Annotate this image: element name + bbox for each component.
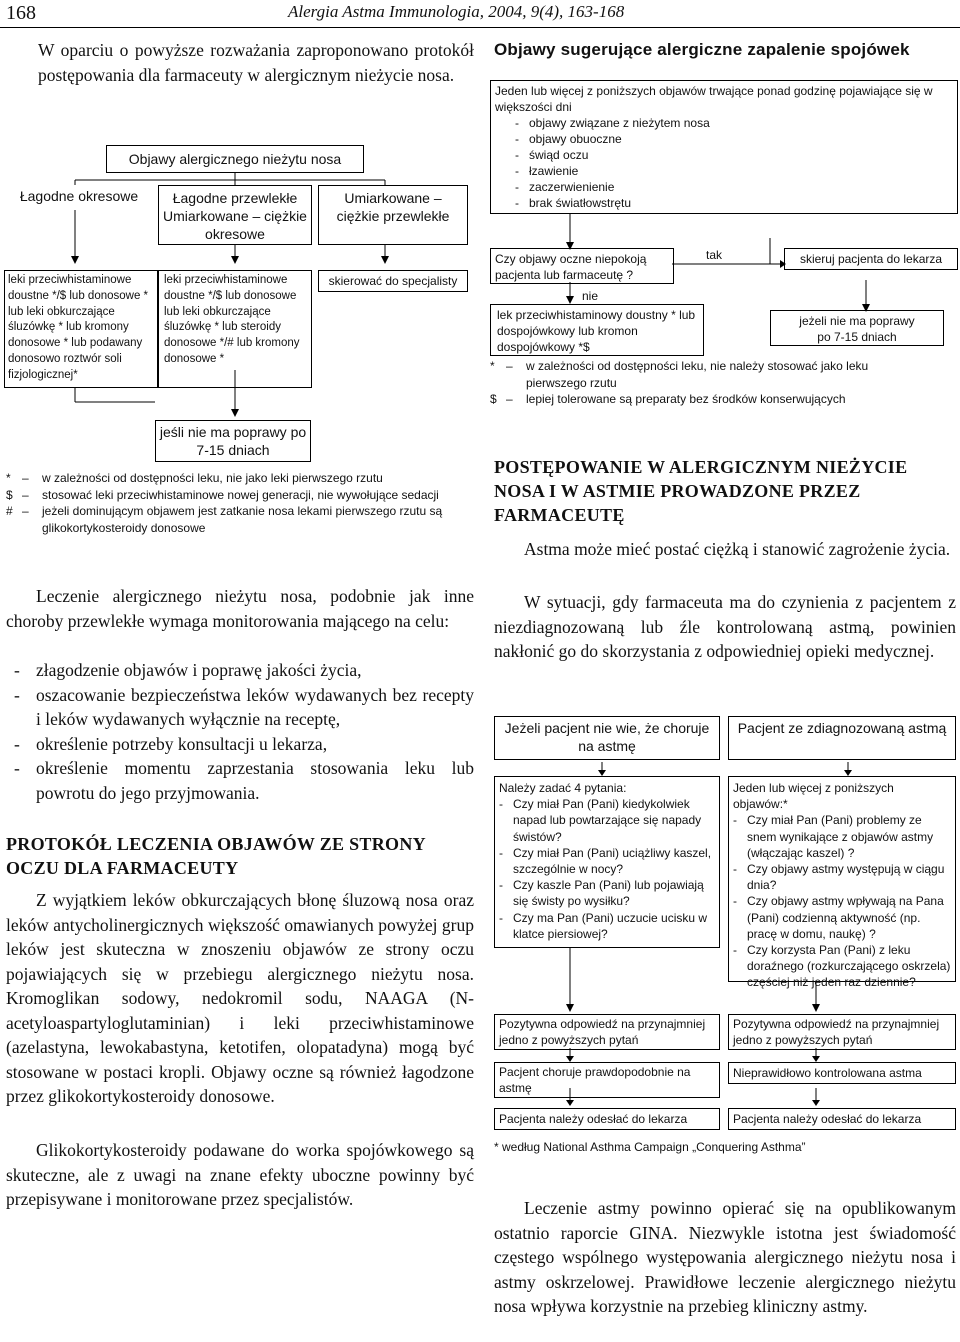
asthma-paragraph-3: Leczenie astmy powinno opierać się na opublikowanym ostatnio raporcie GINA. Niezwykle istotna jest świadomość częstego wspólnego występowania alergicznego nieżytu nosa i astmy oskrzelowej. Prawidłowe leczenie alergicznego nieżytu nosa wpływa korzystnie na przebieg kliniczny astmy. <box>494 1198 956 1316</box>
list-item: - Czy miał Pan (Pani) problemy ze snem wynikające z objawów astmy (włączając kaszel) ? <box>733 813 934 860</box>
questions-intro: Jeden lub więcej z poniższych objawów:* <box>733 781 894 812</box>
undiagnosed-positive-box: Pozytywna odpowiedź na przynajmniej jedno z powyższych pytań <box>494 1014 720 1050</box>
footnote-symbol: * <box>6 471 11 485</box>
flow-treatment-3: skierować do specjalisty <box>318 270 468 292</box>
flow-treatment-2: leki przeciwhistaminowe doustne */$ lub donosowe lub leki obkurczające śluzówkę * lub steroidy donosowe */# lub kromony donosowe * <box>158 270 312 388</box>
flow-cat-severe-box: Umiarkowane – ciężkie przewlekłe <box>318 185 468 245</box>
list-item: - brak światłowstrętu <box>515 196 632 210</box>
footnote-text: stosować leki przeciwhistaminowe nowej generacji, nie wywołujące sedacji <box>42 487 439 502</box>
section-heading-asthma: POSTĘPOWANIE W ALERGICZNYM NIEŻYCIE NOSA I W ASTMIE PROWADZONE PRZEZ FARMACEUTĘ <box>494 457 908 525</box>
diagnosed-questions-box <box>728 776 956 990</box>
undiagnosed-questions-box <box>494 776 720 948</box>
eye-no-improvement-box: jeżeli nie ma poprawy po 7-15 dniach <box>770 310 944 346</box>
header-rule <box>0 27 960 28</box>
footnote-symbol: $ <box>6 487 13 502</box>
footnote-symbol: $ <box>490 392 497 406</box>
list-item: - Czy objawy astmy wpływają na Pana (Pani) codzienną aktywność (np. pracę w domu, naukę) ? <box>733 894 944 941</box>
no-label: nie <box>582 289 599 303</box>
footnote-symbol: # <box>6 504 13 518</box>
list-item: - zaczerwienienie <box>515 180 615 194</box>
eye-treatment-box: lek przeciwhistaminowy doustny * lub dospojówkowy lub kromon dospojówkowy *$ <box>490 304 704 356</box>
footnote-text: w zależności od dostępności leku, nie należy stosować jako leku pierwszego rzutu <box>526 359 869 390</box>
list-item: - objawy obuoczne <box>515 132 622 146</box>
eye-protocol-paragraph: Z wyjątkiem leków obkurczających błonę śluzową nosa oraz leków antycholinergicznych większość omawianych powyżej grup leków jest skuteczna w znoszeniu objawów ze strony oczu pojawiających się w przebiegu alergicznego nieżytu nosa. Kromoglikan sodowy, nedokromil sodu, NAAGA (N-acetyloaspartyloglutaminian) i leki przeciwhistaminowe (azelastyna, lewokabastyna, ketotifen, olopatadyna) mogą być stosowane w postaci kropli. Objawy oczne są również łagodzone przez glikokortykosteroidy donosowe. <box>6 890 474 1106</box>
list-item: - Czy objawy astmy występują w ciągu dnia? <box>733 862 945 893</box>
list-item: - łzawienie <box>515 164 579 178</box>
page-number: 168 <box>6 2 36 24</box>
treatment-list <box>6 658 474 805</box>
undiagnosed-result-box: Pacjent choruje prawdopodobnie na astmę <box>494 1062 720 1098</box>
asthma-paragraph-1: Astma może mieć postać ciężką i stanowić zagrożenie życia. <box>524 539 951 559</box>
asthma-paragraph-2: W sytuacji, gdy farmaceuta ma do czynienia z pacjentem z niezdiagnozowaną lub źle kontrolowaną astmą, powinien nakłonić go do skorzystania z odpowiedniej opieki medycznej. <box>494 592 956 661</box>
footnote-text: jeżeli dominującym objawem jest zatkanie nosa lekami pierwszego rzutu są glikokortykosteroidy donosowe <box>42 504 443 535</box>
diagnosed-header-box: Pacjent ze zdiagnozowaną astmą <box>728 716 956 760</box>
flow-top-box: Objawy alergicznego nieżytu nosa <box>106 145 364 173</box>
footnote-text: lepiej tolerowane są preparaty bez środków konserwujących <box>526 392 846 406</box>
list-item: - Czy korzysta Pan (Pani) z leku doraźnego (rozkurczającego oskrzela) częściej niż jeden raz dziennie? <box>733 943 951 990</box>
flow-treatment-1: leki przeciwhistaminowe doustne */$ lub donosowe * lub leki obkurczające śluzówkę * lub kromony donosowe * lub podawany donosowo roztwór soli fizjologicznej* <box>4 270 158 388</box>
footnote-row: * – w zależności od dostępności leku, nie jako leki pierwszego rzutu <box>6 471 383 485</box>
list-item: - Czy ma Pan (Pani) uczucie ucisku w klatce piersiowej? <box>499 910 708 941</box>
eye-algorithm-title: Objawy sugerujące alergiczne zapalenie spojówek <box>494 40 910 59</box>
list-item: - Czy kaszle Pan (Pani) lub pojawiają się świsty po wysiłku? <box>499 878 704 909</box>
list-item: - oszacowanie bezpieczeństwa leków wydawanych bez recepty i leków wydawanych wyłącznie na receptę, <box>14 684 474 729</box>
list-item: - objawy związane z nieżytem nosa <box>515 116 710 130</box>
intro-paragraph: W oparciu o powyższe rozważania zaproponowano protokół postępowania dla farmaceuty w alergicznym nieżycie nosa. <box>38 40 474 85</box>
corticosteroid-paragraph: Glikokortykosteroidy podawane do worka spojówkowego są skuteczne, ale z uwagi na znane efekty uboczne powinny być przepisywane i monitorowane przez specjalistów. <box>6 1140 474 1209</box>
eye-question-box: Czy objawy oczne niepokoją pacjenta lub farmaceutę ? <box>490 248 674 284</box>
footnote-row: * – w zależności od dostępności leku, nie należy stosować jako leku pierwszego rzutu <box>490 358 958 391</box>
journal-running-title: Alergia Astma Immunologia, 2004, 9(4), 163-168 <box>288 2 625 21</box>
footnote-row: # – jeżeli dominującym objawem jest zatkanie nosa lekami pierwszego rzutu są glikokortykosteroidy donosowe <box>6 503 476 536</box>
questions-intro: Należy zadać 4 pytania: <box>499 781 627 795</box>
list-item: - określenie momentu zaprzestania stosowania leku lub powrotu do jego przyjmowania. <box>14 758 474 803</box>
flow-cat-mild-intermittent: Łagodne okresowe <box>19 188 139 204</box>
rhinitis-footnotes <box>6 470 476 536</box>
refer-doctor-box: skieruj pacjenta do lekarza <box>784 248 958 270</box>
diagnosed-positive-box: Pozytywna odpowiedź na przynajmniej jedno z powyższych pytań <box>728 1014 956 1050</box>
yes-label: tak <box>706 248 723 262</box>
list-item: - złagodzenie objawów i poprawę jakości życia, <box>14 660 362 680</box>
eye-footnotes <box>490 358 958 408</box>
section-heading-eye-protocol: PROTOKÓŁ LECZENIA OBJAWÓW ZE STRONY OCZU DLA FARMACEUTY <box>6 834 426 878</box>
list-item: - Czy miał Pan (Pani) uciążliwy kaszel, szczególnie w nocy? <box>499 845 712 877</box>
asthma-source-note: * według National Asthma Campaign „Conquering Asthma” <box>494 1140 806 1154</box>
diagnosed-result-box: Nieprawidłowo kontrolowana astma <box>728 1062 956 1084</box>
list-item: - określenie potrzeby konsultacji u lekarza, <box>14 733 328 754</box>
footnote-text: w zależności od dostępności leku, nie jako leki pierwszego rzutu <box>42 471 383 485</box>
eye-symptoms-intro: Jeden lub więcej z poniższych objawów trwające ponad godzinę pojawiające się w większości dni <box>495 84 933 114</box>
undiagnosed-header-box: Jeżeli pacjent nie wie, że choruje na astmę <box>494 716 720 760</box>
list-item: - Czy miał Pan (Pani) kiedykolwiek napad lub powtarzające się napady świstów? <box>499 797 702 844</box>
footnote-symbol: * <box>490 359 495 373</box>
undiagnosed-referral-box: Pacjenta należy odesłać do lekarza <box>494 1108 720 1130</box>
list-item: - świąd oczu <box>515 148 589 162</box>
flow-cat-persistent-box: Łagodne przewlekłe Umiarkowane – ciężkie okresowe <box>158 185 312 245</box>
diagnosed-referral-box: Pacjenta należy odesłać do lekarza <box>728 1108 956 1130</box>
eye-symptoms-box <box>490 80 958 214</box>
footnote-row: $ – lepiej tolerowane są preparaty bez środków konserwujących <box>490 392 846 406</box>
footnote-row: $ – stosować leki przeciwhistaminowe nowej generacji, nie wywołujące sedacji <box>6 487 439 502</box>
flow-no-improvement-box: jeśli nie ma poprawy po 7-15 dniach <box>155 420 311 462</box>
treatment-intro: Leczenie alergicznego nieżytu nosa, podobnie jak inne choroby przewlekłe wymaga monitorowania mającego na celu: <box>6 586 474 631</box>
